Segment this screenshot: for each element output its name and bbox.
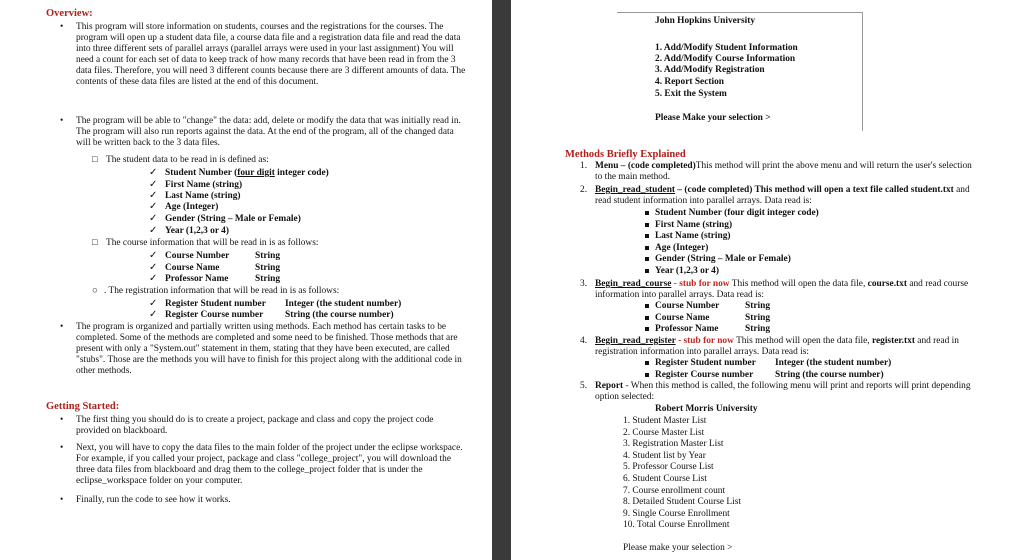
report-menu-item: 3. Registration Master List (623, 439, 724, 449)
report-menu-item: 8. Detailed Student Course List (623, 497, 741, 507)
student-field: Year (1,2,3 or 4) (165, 226, 229, 236)
course-field-type: String (745, 313, 771, 323)
report-menu-prompt: Please make your selection > (623, 543, 733, 553)
student-field: Age (Integer) (165, 202, 219, 212)
course-field-type: String (255, 274, 281, 284)
report-menu-item: 10. Total Course Enrollment (623, 520, 730, 530)
bullet-icon: • (60, 443, 64, 453)
university-title: John Hopkins University (655, 16, 756, 26)
list-number: 4. (580, 336, 588, 346)
student-field: Last Name (string) (655, 231, 731, 241)
square-bullet-icon (645, 223, 649, 227)
getting-started-step-2: Next, you will have to copy the data files to the main folder of the project under the eclipse workspace. For example, if you called your project, package and class "college_project", you will download the three data files from blackboard and drag them to the college_project folder that is under the eclipse_workspace folder on your computer. (76, 443, 463, 487)
registration-field-type: String (the course number) (285, 310, 394, 320)
menu-prompt: Please Make your selection > (655, 113, 771, 123)
report-menu-item: 6. Student Course List (623, 474, 707, 484)
registration-field-name: Register Student number (655, 358, 756, 368)
report-menu-item: 4. Student list by Year (623, 451, 706, 461)
main-menu-item: 5. Exit the System (655, 89, 727, 99)
check-icon: ✓ (149, 213, 158, 224)
sub-bullet-icon: □ (92, 238, 98, 248)
bullet-icon: • (60, 415, 64, 425)
check-icon: ✓ (149, 273, 158, 284)
student-field: Last Name (string) (165, 191, 241, 201)
course-field-name: Course Name (165, 263, 220, 273)
course-field-name: Professor Name (165, 274, 229, 284)
main-menu-item: 2. Add/Modify Course Information (655, 54, 796, 64)
overview-paragraph-3: The program is organized and partially written using methods. Each method has certain tasks to be completed. Some of the methods are completed and some need to be finished. Those methods that are present with only a "System.out" statement in them, stating that they have been executed, are called "stubs". Those are the methods you will have to finish for this project along with the additional code in other methods. (76, 322, 462, 377)
getting-started-step-1: The first thing you should do is to create a project, package and class and copy the project code provided on blackboard. (76, 415, 434, 437)
student-field: Student Number (four digit integer code) (655, 208, 819, 218)
registration-data-heading: . The registration information that will be read in is as follows: (104, 286, 340, 296)
report-menu-item: 9. Single Course Enrollment (623, 509, 730, 519)
student-field: First Name (string) (165, 180, 243, 190)
course-field-type: String (745, 324, 771, 334)
check-icon: ✓ (149, 201, 158, 212)
methods-heading: Methods Briefly Explained (565, 149, 686, 160)
check-icon: ✓ (149, 298, 158, 309)
report-menu-item: 7. Course enrollment count (623, 486, 726, 496)
main-menu-item: 3. Add/Modify Registration (655, 65, 765, 75)
registration-field-name: Register Student number (165, 299, 266, 309)
registration-field-type: String (the course number) (775, 370, 884, 380)
list-number: 1. (580, 161, 588, 171)
method-menu-desc: Menu – (code completed)This method will print the above menu and will return the user's selection to the main method. (595, 161, 972, 183)
method-report-desc: Report - When this method is called, the following menu will print and reports will print depending option selected: (595, 381, 971, 403)
list-number: 3. (580, 279, 588, 289)
square-bullet-icon (645, 269, 649, 273)
course-field-name: Professor Name (655, 324, 719, 334)
check-icon: ✓ (149, 309, 158, 320)
course-data-heading: The course information that will be read in is as follows: (106, 238, 319, 248)
bullet-icon: • (60, 495, 64, 505)
getting-started-step-3: Finally, run the code to see how it works. (76, 495, 231, 505)
method-read-register-desc: Begin_read_register - stub for now This method will open the data file, register.txt and read in registration information into parallel arrays. Data read is: (595, 336, 959, 358)
student-data-heading: The student data to be read in is defined as: (106, 155, 269, 165)
registration-field-name: Register Course number (165, 310, 264, 320)
list-number: 2. (580, 185, 588, 195)
square-bullet-icon (645, 361, 649, 365)
square-bullet-icon (645, 316, 649, 320)
student-field-number: Student Number (four digit integer code) (165, 168, 329, 178)
check-icon: ✓ (149, 250, 158, 261)
square-bullet-icon (645, 327, 649, 331)
check-icon: ✓ (149, 167, 158, 178)
page-gutter (492, 0, 511, 560)
student-field: Gender (String – Male or Female) (655, 254, 791, 264)
overview-paragraph-1: This program will store information on students, courses and the registrations for the courses. The program will open up a student data file, a course data file and a registration data file and read the data into three different sets of parallel arrays (parallel arrays were used in your last assignment) You will need a count for each set of data to keep track of how many records that have been read in from the 3 data files. Therefore, you will need 3 different counts because there are 3 different amounts of data. The contents of these data files are listed at the end of this document. (76, 22, 466, 88)
student-field: Age (Integer) (655, 243, 709, 253)
square-bullet-icon (645, 373, 649, 377)
square-bullet-icon (645, 246, 649, 250)
registration-field-name: Register Course number (655, 370, 754, 380)
document-page-left (0, 0, 492, 560)
square-bullet-icon (645, 234, 649, 238)
course-field-type: String (255, 263, 281, 273)
report-menu-item: 1. Student Master List (623, 416, 707, 426)
list-number: 5. (580, 381, 588, 391)
check-icon: ✓ (149, 179, 158, 190)
course-field-name: Course Number (655, 301, 720, 311)
report-menu-title: Robert Morris University (655, 404, 758, 414)
getting-started-heading: Getting Started: (46, 401, 120, 412)
bullet-icon: • (60, 322, 64, 332)
course-field-type: String (745, 301, 771, 311)
student-field: Year (1,2,3 or 4) (655, 266, 719, 276)
overview-heading: Overview: (46, 8, 93, 19)
square-bullet-icon (645, 211, 649, 215)
sub-bullet-icon: □ (92, 155, 98, 165)
report-menu-item: 2. Course Master List (623, 428, 705, 438)
sub-bullet-icon: ○ (92, 286, 98, 296)
registration-field-type: Integer (the student number) (775, 358, 892, 368)
check-icon: ✓ (149, 190, 158, 201)
check-icon: ✓ (149, 225, 158, 236)
bullet-icon: • (60, 22, 64, 32)
main-menu-item: 1. Add/Modify Student Information (655, 43, 798, 53)
method-read-student-desc: Begin_read_student – (code completed) This method will open a text file called student.txt and read student information into parallel arrays. Data read is: (595, 185, 970, 207)
main-menu-item: 4. Report Section (655, 77, 724, 87)
course-field-name: Course Number (165, 251, 230, 261)
bullet-icon: • (60, 116, 64, 126)
registration-field-type: Integer (the student number) (285, 299, 402, 309)
student-field: First Name (string) (655, 220, 733, 230)
method-read-course-desc: Begin_read_course - stub for now This method will open the data file, course.txt and read course information into parallel arrays. Data read is: (595, 279, 969, 301)
overview-paragraph-2: The program will be able to "change" the data: add, delete or modify the data that was initially read in. The program will also run reports against the data. At the end of the program, all of the changed data will be written back to the 3 data files. (76, 116, 461, 149)
square-bullet-icon (645, 257, 649, 261)
report-menu-item: 5. Professor Course List (623, 462, 714, 472)
course-field-type: String (255, 251, 281, 261)
course-field-name: Course Name (655, 313, 710, 323)
student-field: Gender (String – Male or Female) (165, 214, 301, 224)
square-bullet-icon (645, 304, 649, 308)
check-icon: ✓ (149, 262, 158, 273)
